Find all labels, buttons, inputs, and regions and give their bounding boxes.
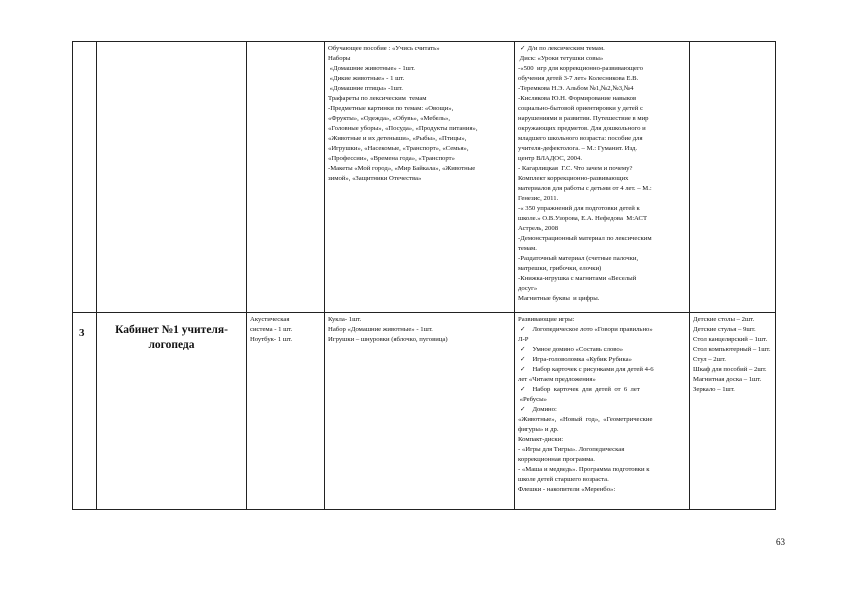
equipment-table xyxy=(72,41,776,510)
text-line: -«500 игр для коррекционно-развивающего xyxy=(518,65,643,72)
text-line: ✓ Умное домино «Составь слово» xyxy=(518,345,686,355)
text-line: Шкаф для пособий – 2шт. xyxy=(693,366,767,373)
text-line: школе детей старшего возраста. xyxy=(518,476,609,483)
table-row xyxy=(73,313,776,510)
text-line: школе.» О.В.Узорова, Е.А. Нефедова М:АСТ xyxy=(518,215,648,222)
text-line: «Профессии», «Времена года», «Транспорт» xyxy=(328,155,455,162)
text-line: Набор «Домашние животные» - 1шт. xyxy=(328,326,433,333)
text-line: - «Маша и медведь». Программа подготовки к xyxy=(518,466,650,473)
room-title: Кабинет №1 учителя-логопеда xyxy=(115,324,228,351)
text-line: Кукла- 1шт. xyxy=(328,316,362,323)
text-line: -Теремкова Н.Э. Альбом №1,№2,№3,№4 xyxy=(518,85,634,92)
text-line: ✓ Набор карточек с рисунками для детей 4-6 xyxy=(518,365,686,375)
text-line: «Домашние птицы» -1шт. xyxy=(328,85,403,92)
text-line: Зеркало – 1шт. xyxy=(693,386,735,393)
text-line: лет «Читаем предложения» xyxy=(518,376,596,383)
text-line: Стол канцелярский – 1шт. xyxy=(693,336,768,343)
text-line: «Дикие животные» - 1 шт. xyxy=(328,75,405,82)
text-line: Ноутбук- 1 шт. xyxy=(250,336,293,343)
text-line: социально-бытовой ориентировки у детей с xyxy=(518,105,643,112)
text-line: «Животные», «Новый год», «Геометрические xyxy=(518,416,653,423)
cell-tech xyxy=(247,313,325,510)
cell-materials xyxy=(325,42,515,313)
text-line: Астрель, 2008 xyxy=(518,225,559,232)
table-row xyxy=(73,42,776,313)
text-line: «Головные уборы», «Посуда», «Продукты питания», xyxy=(328,125,478,132)
cell-furniture xyxy=(690,42,776,313)
text-line: темам. xyxy=(518,245,537,252)
text-line: Наборы xyxy=(328,55,351,62)
text-line: Комплект коррекционно-развивающих xyxy=(518,175,629,182)
text-line: Магнитные буквы и цифры. xyxy=(518,295,600,302)
text-line: нарушениями в развитии. Путешествие в мир xyxy=(518,115,649,122)
text-line: Л-Р xyxy=(518,336,529,343)
cell-materials xyxy=(325,313,515,510)
text-line: фигуры» и др. xyxy=(518,426,559,433)
text-line: обучения детей 3-7 лет» Колесникова Е.В. xyxy=(518,75,639,82)
text-line: система - 1 шт. xyxy=(250,326,293,333)
text-line: - «Игры для Тигры». Логопедическая xyxy=(518,446,625,453)
text-line: Трафареты по лексическим темам xyxy=(328,95,427,102)
cell-tech xyxy=(247,42,325,313)
text-line: -Демонстрационный материал по лексическим xyxy=(518,235,652,242)
text-line: ✓ Набор карточек для детей от 6 лет xyxy=(518,385,686,395)
text-line: -« 350 упражнений для подготовки детей к xyxy=(518,205,640,212)
cell-games xyxy=(515,313,690,510)
text-line: «Игрушки», «Насекомые, «Транспорт», «Семья», xyxy=(328,145,469,152)
text-line: Стул – 2шт. xyxy=(693,356,726,363)
text-line: -Книжка-игрушка с магнитами «Веселый xyxy=(518,275,637,282)
text-line: досуг» xyxy=(518,285,538,292)
text-line: - Кагарлицкая Г.С. Что зачем и почему? xyxy=(518,165,633,172)
text-line: -Кислякова Ю.Н. Формирование навыков xyxy=(518,95,637,102)
text-line: ✓ Д/и по лексическим темам. xyxy=(518,44,686,54)
text-line: Детские стулья – 9шт. xyxy=(693,326,756,333)
text-line: окружающих предметов. Для дошкольного и xyxy=(518,125,646,132)
text-line: -Раздаточный материал (счетные палочки, xyxy=(518,255,639,262)
cell-furniture xyxy=(690,313,776,510)
text-line: зимой», «Защитники Отечества» xyxy=(328,175,422,182)
text-line: ✓ Логопедическое лото «Говори правильно» xyxy=(518,325,686,335)
text-line: Флешки - накопители «Меренбо»: xyxy=(518,486,616,493)
text-line: ✓ Домино: xyxy=(518,405,686,415)
cell-number xyxy=(73,42,97,313)
text-line: центр ВЛАДОС, 2004. xyxy=(518,155,583,162)
cell-games xyxy=(515,42,690,313)
cell-room xyxy=(97,42,247,313)
text-line: Стол компьютерный – 1шт. xyxy=(693,346,771,353)
row-number: 3 xyxy=(79,327,85,339)
text-line: «Ребусы» xyxy=(518,396,547,403)
text-line: «Фрукты», «Одежда», «Обувь», «Мебель», xyxy=(328,115,451,122)
text-line: -Предметные картинки по темам: «Овощи», xyxy=(328,105,454,112)
text-line: Диск: «Уроки тетушки совы» xyxy=(518,55,604,62)
text-line: Обучающее пособие : «Учись считать» xyxy=(328,45,440,52)
text-line: -Макеты «Мой город», «Мир Байкала», «Животные xyxy=(328,165,476,172)
text-line: «Животные и их детеныши», «Рыбы», «Птицы», xyxy=(328,135,467,142)
text-line: Генезис, 2011. xyxy=(518,195,559,202)
text-line: Детские столы – 2шт. xyxy=(693,316,755,323)
text-line: Магнитная доска – 1шт. xyxy=(693,376,762,383)
text-line: матрешки, грибочки, елочки) xyxy=(518,265,602,272)
text-line: коррекционная программа. xyxy=(518,456,595,463)
text-line: младшего школьного возраста: пособие для xyxy=(518,135,643,142)
text-line: Игрушки – шнуровки (яблочко, пуговица) xyxy=(328,336,448,343)
text-line: ✓ Игра-головоломка «Кубик Рубика» xyxy=(518,355,686,365)
text-line: Развивающие игры: xyxy=(518,316,575,323)
text-line: материалов для работы с детьми от 4 лет. – М.: xyxy=(518,185,652,192)
text-line: учителя-дефектолога. – М.: Гуманит. Изд. xyxy=(518,145,638,152)
cell-room xyxy=(97,313,247,510)
text-line: Компакт-диски: xyxy=(518,436,564,443)
page-number: 63 xyxy=(776,537,785,547)
cell-number xyxy=(73,313,97,510)
text-line: Акустическая xyxy=(250,316,290,323)
text-line: «Домашние животные» - 1шт. xyxy=(328,65,415,72)
